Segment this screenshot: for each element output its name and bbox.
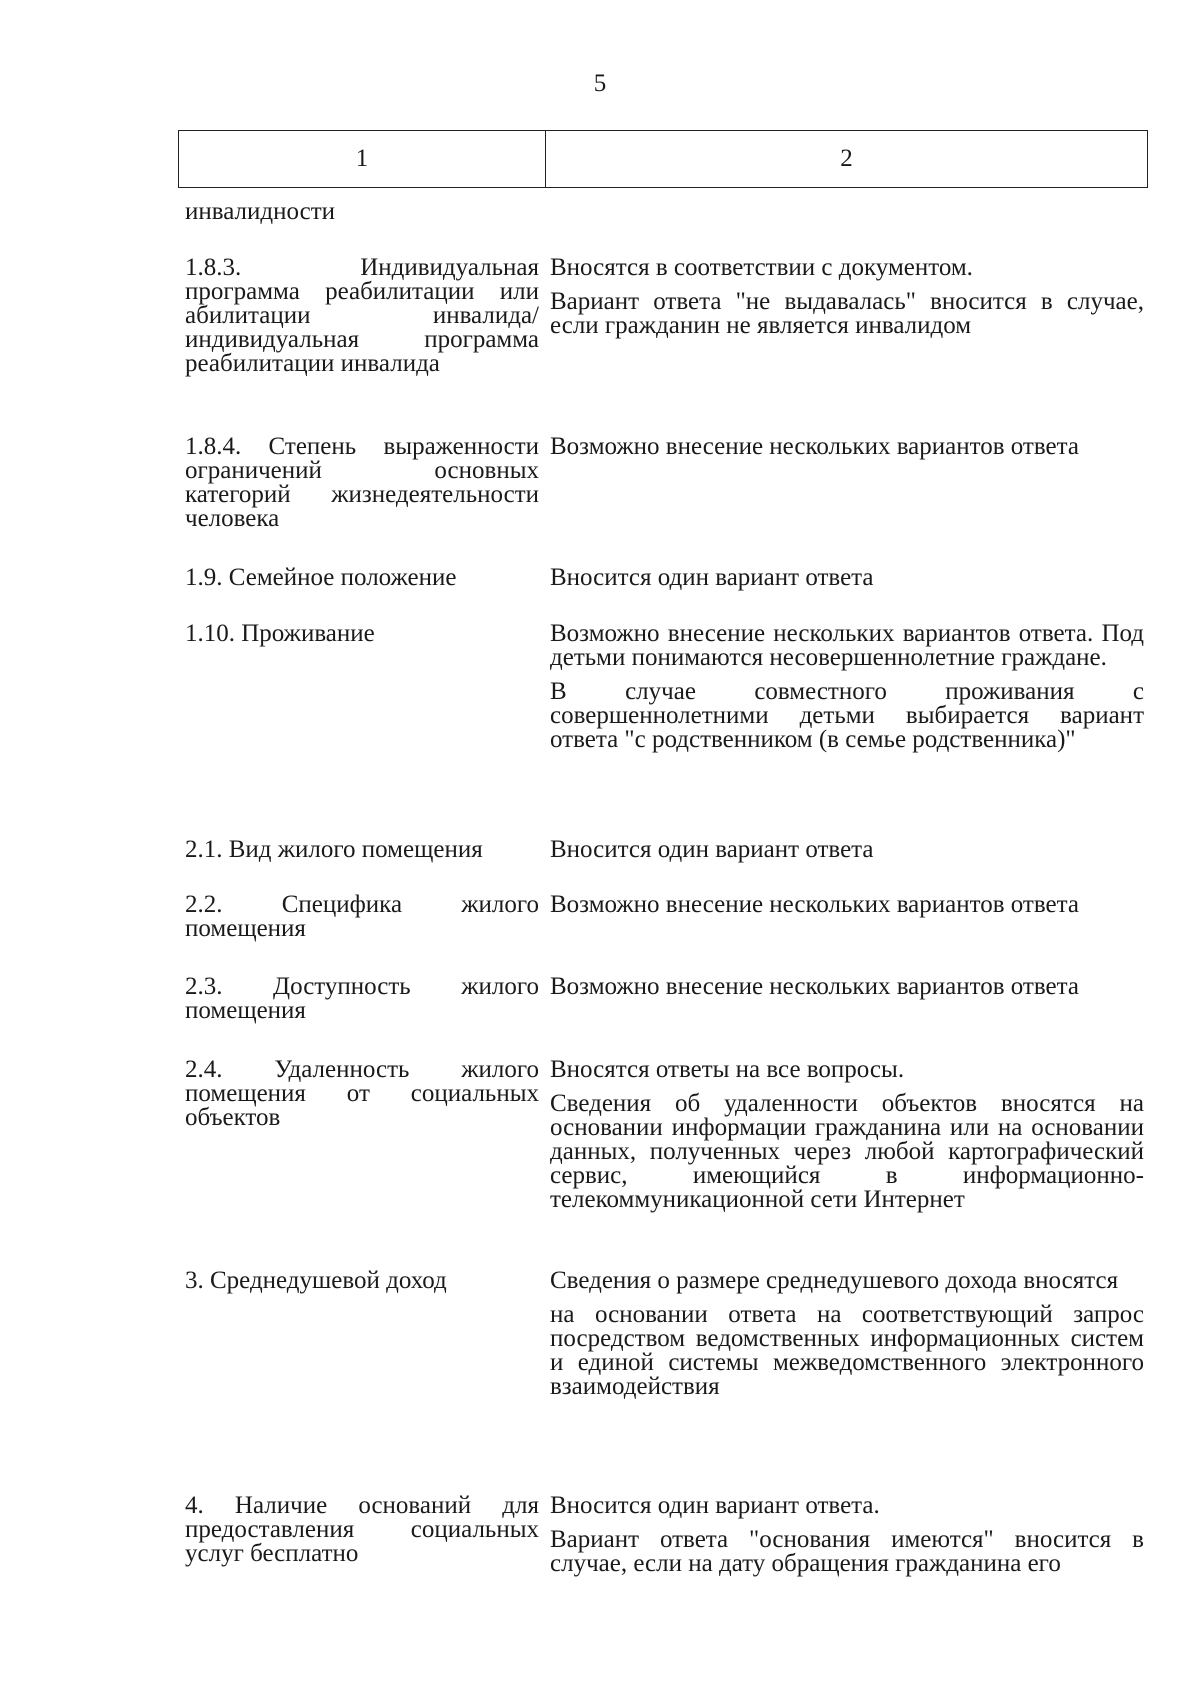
row-paragraph: В случае совместного проживания с совершеннолетними детьми выбирается вариант ответа "с родственником (в семье родственника)" bbox=[550, 678, 1144, 753]
row-paragraph: Возможно внесение нескольких вариантов ответа bbox=[550, 891, 1079, 918]
row-title: 2.3. Доступность жилого помещения bbox=[185, 973, 539, 1024]
row-paragraph: Вносится один вариант ответа. bbox=[550, 1492, 880, 1519]
row-description bbox=[550, 622, 1144, 762]
row-description bbox=[550, 975, 1144, 1009]
row-paragraph: Вносятся в соответствии с документом. bbox=[550, 254, 973, 281]
row-paragraph: Возможно внесение нескольких вариантов ответа. Под детьми понимаются несовершеннолетние граждане. bbox=[550, 620, 1144, 671]
row-title: 2.2. Специфика жилого помещения bbox=[185, 891, 539, 942]
row-paragraph: Вариант ответа "основания имеются" вносится в случае, если на дату обращения гражданина его bbox=[550, 1526, 1144, 1577]
row-paragraph: Вносятся ответы на все вопросы. bbox=[550, 1056, 905, 1083]
row-description bbox=[550, 435, 1144, 469]
column-1-header: 1 bbox=[179, 131, 546, 187]
row-description bbox=[550, 1058, 1144, 1222]
row-description bbox=[550, 893, 1144, 927]
row-paragraph: на основании ответа на соответствующий запрос посредством ведомственных информационных систем и единой системы межведомственного электронного взаимодействия bbox=[550, 1301, 1144, 1400]
table-header bbox=[178, 130, 1148, 188]
page-number: 5 bbox=[593, 70, 607, 97]
row-title: 1.10. Проживание bbox=[185, 620, 375, 647]
row-paragraph: Вариант ответа "не выдавалась" вносится в случае, если гражданин не является инвалидом bbox=[550, 288, 1144, 339]
row-description bbox=[550, 838, 1144, 872]
row-description bbox=[550, 1494, 1144, 1586]
row-paragraph: Вносится один вариант ответа bbox=[550, 564, 874, 591]
row-title: 1.8.4. Степень выраженности ограничений основных категорий жизнедеятельности человека bbox=[185, 433, 539, 532]
row-description bbox=[550, 1269, 1144, 1409]
row-paragraph: Вносится один вариант ответа bbox=[550, 836, 874, 863]
continuation-text: инвалидности bbox=[185, 198, 336, 225]
row-paragraph: Возможно внесение нескольких вариантов ответа bbox=[550, 973, 1079, 1000]
row-title: 2.1. Вид жилого помещения bbox=[185, 836, 483, 863]
row-title: 4. Наличие оснований для предоставления социальных услуг бесплатно bbox=[185, 1492, 539, 1567]
row-description bbox=[550, 256, 1144, 348]
column-2-header: 2 bbox=[840, 145, 853, 172]
row-paragraph: Возможно внесение нескольких вариантов ответа bbox=[550, 433, 1079, 460]
row-description bbox=[550, 566, 1144, 600]
row-title: 1.9. Семейное положение bbox=[185, 564, 457, 591]
row-title: 1.8.3. Индивидуальная программа реабилитации или абилитации инвалида/индивидуальная программа реабилитации инвалида bbox=[185, 254, 539, 377]
row-title: 3. Среднедушевой доход bbox=[185, 1267, 447, 1294]
row-paragraph: Сведения о размере среднедушевого дохода вносятся bbox=[550, 1267, 1119, 1294]
row-paragraph: Сведения об удаленности объектов вносятся на основании информации гражданина или на основании данных, полученных через любой картографический сервис, имеющийся в информационно-телекоммуникационной сети Интернет bbox=[550, 1090, 1144, 1213]
row-title: 2.4. Удаленность жилого помещения от социальных объектов bbox=[185, 1056, 539, 1131]
